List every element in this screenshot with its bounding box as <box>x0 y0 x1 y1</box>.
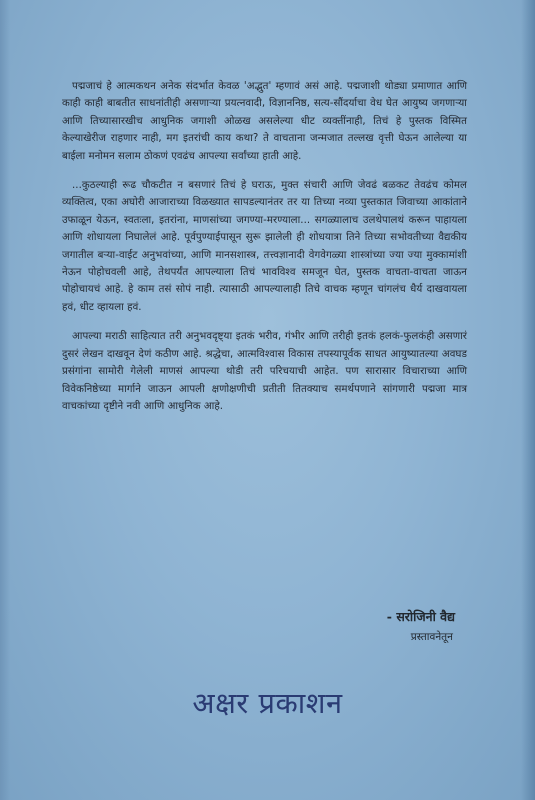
cover-edge-shadow-right <box>521 0 535 800</box>
blurb-paragraph-2: ...कुठल्याही रूढ चौकटीत न बसणारं तिचं हे घराऊ, मुक्त संचारी आणि जेवढं बळकट तेवढंच कोमल व्यक्तित्व, एका अघोरी आजाराच्या विळख्यात सापडल्यानंतर तर या तिच्या नव्या पुस्तकात जिवाच्या आकांताने उफाळून येऊन, स्वतःला, इतरांना, माणसांच्या जगण्या-मरण्याला... सगळ्यालाच उलथेपालथं करून पाहायला आणि शोधायला निघालेलं आहे. पूर्वपुण्याईपासून सुरू झालेली ही शोधयात्रा तिने तिच्या सभोवतीच्या वैद्यकीय जगातील बऱ्या-वाईट अनुभवांच्या, आणि मानसशास्त्र, तत्त्वज्ञानादी वेगवेगळ्या शास्त्रांच्या ज्या ज्या मुक्कामांशी नेऊन पोहोचवली आहे, तेथपर्यंत आपल्याला तिचं भावविश्व समजून घेत, पुस्तक वाचता-वाचता जाऊन पोहोचायचं आहे. हे काम तसं सोपं नाही. त्यासाठी आपल्यालाही तिचे वाचक म्हणून चांगलंच धैर्य दाखवायला हवं, धीट व्हायला हवं. <box>62 180 467 313</box>
signature-block <box>387 608 455 644</box>
blurb-text <box>62 78 467 427</box>
signature-name: - सरोजिनी वैद्य <box>386 609 455 624</box>
blurb-paragraph-3: आपल्या मराठी साहित्यात तरी अनुभवदृष्ट्या इतकं भरीव, गंभीर आणि तरीही इतकं हलकं-फुलकंही असणारं दुसरं लेखन दाखवून देणं कठीण आहे. श्रद्धेचा, आत्मविश्वास विकास तपस्यापूर्वक साधत आयुष्यातल्या अवघड प्रसंगांना सामोरी गेलेली माणसं आपल्या थोडी तरी परिचयाची आहेत. पण सारासार विचाराच्या आणि विवेकनिष्ठेच्या मार्गाने जाऊन आपली क्षणोक्षणीची प्रतीती तितक्याच समर्थपणाने सांगणारी पद्मजा मात्र वाचकांच्या दृष्टीने नवी आणि आधुनिक आहे. <box>62 331 467 412</box>
cover-edge-shadow-left <box>0 0 10 800</box>
blurb-paragraph-1: पद्मजाचं हे आत्मकथन अनेक संदर्भात केवळ 'अद्भुत' म्हणावं असं आहे. पद्मजाशी थोड्या प्रमाणात आणि काही काही बाबतीत साधनांतीही असणाऱ्या प्रयत्नवादी, विज्ञाननिष्ठ, सत्य-सौंदर्याचा वेध घेत आयुष्य जगणाऱ्या आणि तिच्यासारखीच आधुनिक जगाशी ओळख असलेल्या धीट व्यक्तींनाही, तिचं हे पुस्तक विस्मित केल्याखेरीज राहणार नाही, मग इतरांची काय कथा? ते वाचताना जन्मजात तल्लख वृत्ती घेऊन आलेल्या या बाईला मनोमन सलाम ठोकणं एवढंच आपल्या सर्वांच्या हाती आहे. <box>62 81 467 162</box>
publisher-logo-text: अक्षर प्रकाशन <box>192 686 343 720</box>
signature-source: प्रस्तावनेतून <box>410 631 453 643</box>
